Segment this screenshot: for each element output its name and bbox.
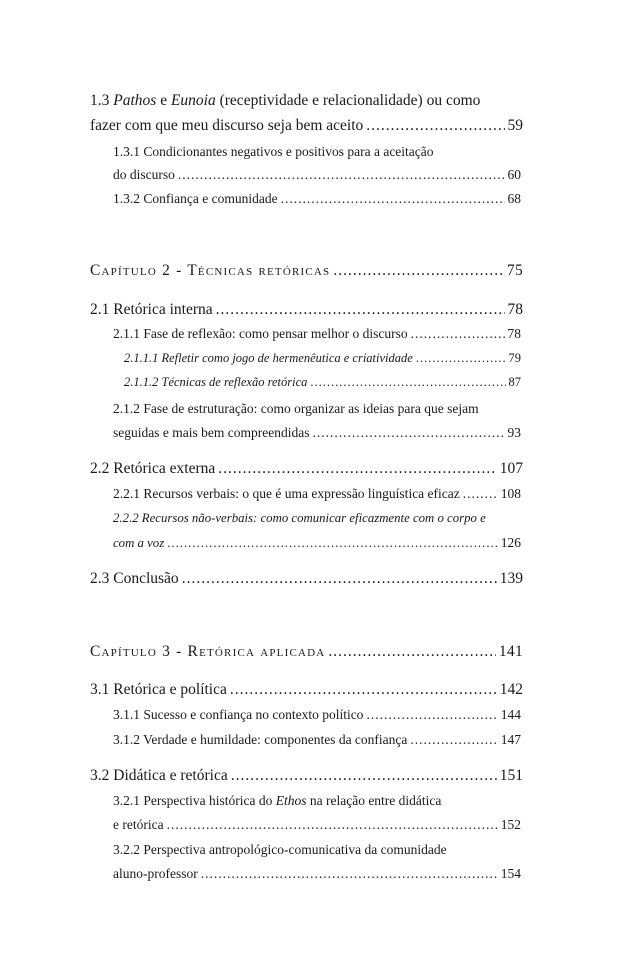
- dot-leader: [231, 767, 497, 785]
- toc-entry-text: 2.1 Retórica interna: [90, 301, 213, 318]
- dot-leader: [366, 117, 504, 135]
- dot-leader: [201, 866, 498, 882]
- toc-entry-text: 1.3.1 Condicionantes negativos e positivos para a aceitação: [113, 144, 434, 159]
- toc-entry-text: 2.2 Retórica externa: [90, 460, 216, 477]
- dot-leader: [167, 536, 498, 551]
- toc-entry-2-1-1[interactable]: [113, 326, 521, 342]
- toc-page-number: 144: [500, 707, 521, 722]
- toc-entry-text: 3.1 Retórica e política: [90, 681, 227, 698]
- toc-entry-text: 2.3 Conclusão: [90, 570, 179, 587]
- dot-leader: [218, 460, 497, 478]
- toc-chapter-3[interactable]: [90, 643, 523, 661]
- toc-entry-2-1-1-2[interactable]: [124, 375, 521, 390]
- toc-entry-text: seguidas e mais bem compreendidas: [113, 425, 310, 440]
- toc-entry-3-2-2-line1: [113, 842, 521, 858]
- toc-entry-2-1[interactable]: [90, 301, 523, 319]
- toc-entry-3-1[interactable]: [90, 681, 523, 699]
- toc-entry-text: 1.3.2 Confiança e comunidade: [113, 191, 278, 206]
- toc-entry-text: fazer com que meu discurso seja bem aceito: [90, 117, 364, 134]
- toc-entry-2-1-2-line1: [113, 401, 521, 417]
- dot-leader: [416, 351, 506, 366]
- toc-entry-2-1-2[interactable]: [113, 425, 521, 441]
- toc-entry-2-2-2[interactable]: [113, 535, 521, 551]
- toc-page-number: 59: [507, 117, 523, 134]
- toc-entry-text: 2.2.2 Recursos não-verbais: como comunicar eficazmente com o corpo e: [113, 511, 486, 525]
- toc-page-number: 93: [507, 425, 521, 440]
- toc-entry-text: 2.1.1.2 Técnicas de reflexão retórica: [124, 375, 308, 389]
- dot-leader: [178, 167, 505, 183]
- toc-page-number: 78: [507, 301, 523, 318]
- dot-leader: [411, 326, 505, 342]
- toc-entry-text: 2.2.1 Recursos verbais: o que é uma expressão linguística eficaz: [113, 486, 460, 501]
- toc-chapter-2[interactable]: [90, 262, 523, 280]
- toc-page-number: 154: [500, 866, 521, 881]
- toc-page-number: 108: [500, 486, 521, 501]
- toc-entry-text: 2.1.2 Fase de estruturação: como organizar as ideias para que sejam: [113, 401, 479, 416]
- toc-page-number: 142: [499, 681, 523, 698]
- toc-entry-text: 3.1.2 Verdade e humildade: componentes da confiança: [113, 732, 408, 747]
- toc-page-number: 107: [499, 460, 523, 477]
- dot-leader: [333, 262, 504, 280]
- toc-entry-text: com a voz: [113, 536, 165, 550]
- dot-leader: [230, 681, 497, 699]
- dot-leader: [410, 732, 497, 748]
- toc-entry-1-3-line1: [90, 92, 523, 110]
- toc-page-number: 126: [500, 535, 521, 550]
- toc-entry-2-2-2-line1: [113, 511, 521, 526]
- toc-entry-1-3-1[interactable]: [113, 167, 521, 183]
- toc-page-number: 75: [506, 262, 523, 279]
- toc-entry-text: 3.2.2 Perspectiva antropológico-comunicativa da comunidade: [113, 842, 447, 857]
- toc-page-number: 78: [507, 326, 521, 341]
- toc-entry-text: 3.1.1 Sucesso e confiança no contexto político: [113, 707, 364, 722]
- toc-page-number: 60: [507, 167, 521, 182]
- toc-entry-2-3[interactable]: [90, 570, 523, 588]
- toc-page-number: 139: [499, 570, 523, 587]
- dot-leader: [216, 301, 505, 319]
- chapter-title: Capítulo 2 - Técnicas retóricas: [90, 262, 331, 279]
- dot-leader: [328, 643, 495, 661]
- toc-entry-text: 3.2.1 Perspectiva histórica do Ethos na relação entre didática: [113, 793, 442, 808]
- toc-page-number: 79: [508, 351, 521, 365]
- toc-page-number: 151: [499, 767, 523, 784]
- toc-entry-3-2-1[interactable]: [113, 817, 521, 833]
- dot-leader: [167, 817, 498, 833]
- dot-leader: [312, 425, 504, 441]
- toc-entry-3-2-2[interactable]: [113, 866, 521, 882]
- toc-entry-text: e retórica: [113, 817, 164, 832]
- toc-entry-1-3-2[interactable]: [113, 191, 521, 207]
- toc-entry-1-3[interactable]: [90, 117, 523, 135]
- toc-page-number: 141: [498, 643, 523, 660]
- chapter-title: Capítulo 3 - Retórica aplicada: [90, 643, 326, 660]
- toc-page-number: 68: [507, 191, 521, 206]
- toc-entry-3-2[interactable]: [90, 767, 523, 785]
- toc-entry-3-1-2[interactable]: [113, 732, 521, 748]
- toc-page-number: 152: [500, 817, 521, 832]
- dot-leader: [366, 707, 497, 723]
- toc-entry-text: aluno-professor: [113, 866, 198, 881]
- toc-page-number: 147: [500, 732, 521, 747]
- toc-entry-text: 1.3 Pathos e Eunoia (receptividade e relacionalidade) ou como: [90, 92, 481, 109]
- dot-leader: [310, 375, 505, 390]
- toc-entry-3-2-1-line1: [113, 793, 521, 809]
- dot-leader: [182, 570, 497, 588]
- toc-entry-3-1-1[interactable]: [113, 707, 521, 723]
- toc-entry-1-3-1-line1: [113, 144, 521, 160]
- toc-entry-text: do discurso: [113, 167, 175, 182]
- dot-leader: [463, 486, 498, 502]
- dot-leader: [281, 191, 505, 207]
- toc-page-number: 87: [508, 375, 521, 389]
- toc-entry-2-1-1-1[interactable]: [124, 351, 521, 366]
- toc-entry-2-2[interactable]: [90, 460, 523, 478]
- toc-entry-text: 2.1.1.1 Refletir como jogo de hermenêutica e criatividade: [124, 351, 413, 365]
- toc-entry-text: 2.1.1 Fase de reflexão: como pensar melhor o discurso: [113, 326, 408, 341]
- toc-entry-text: 3.2 Didática e retórica: [90, 767, 228, 784]
- toc-entry-2-2-1[interactable]: [113, 486, 521, 502]
